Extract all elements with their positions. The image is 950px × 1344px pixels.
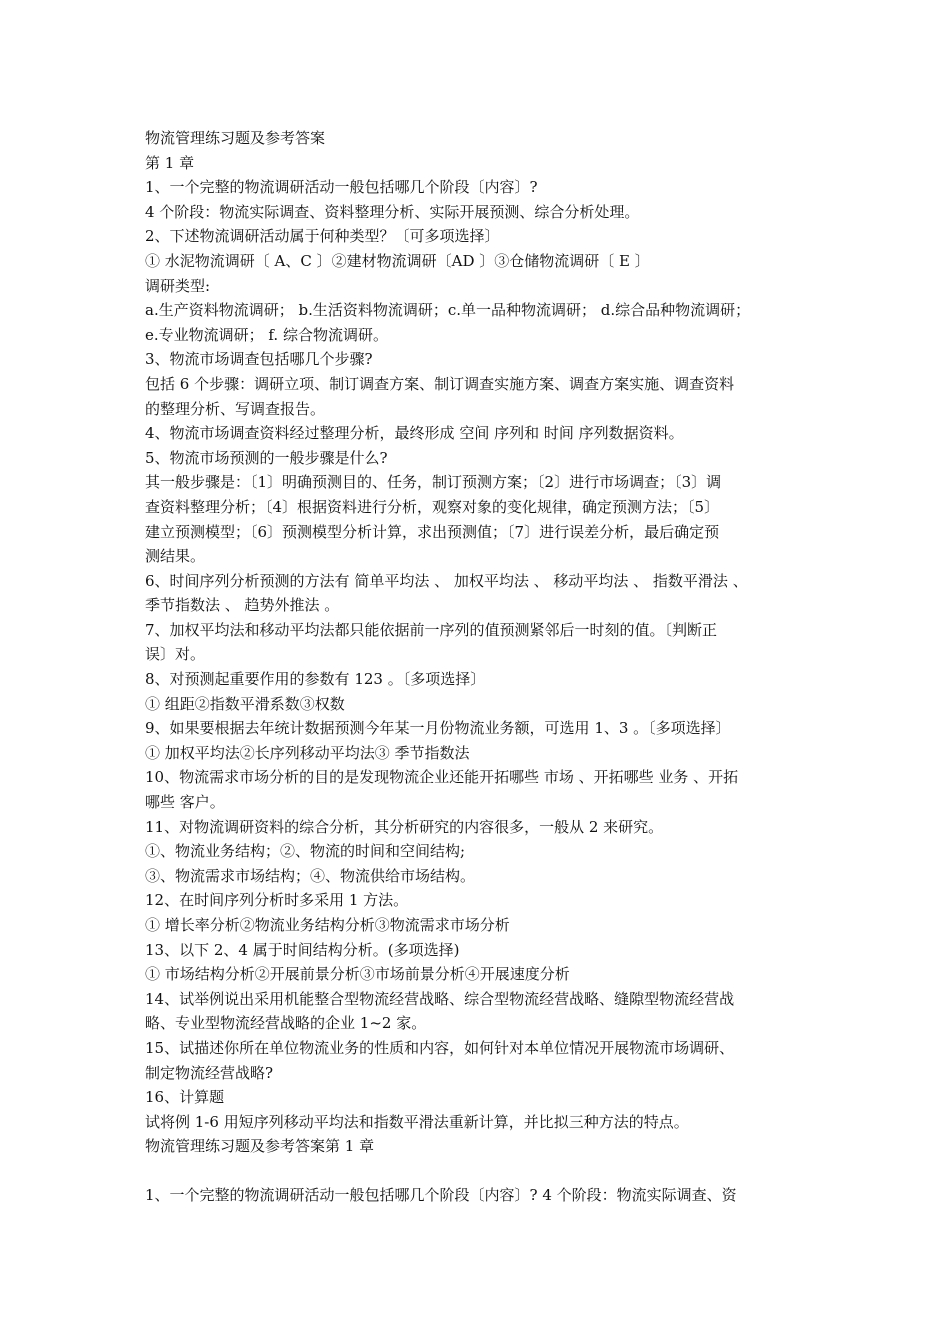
- text-line: e.专业物流调研； f. 综合物流调研。: [145, 325, 388, 344]
- text-line: 12、在时间序列分析时多采用 1 方法。: [145, 891, 409, 910]
- text-line: ① 水泥物流调研〔 A、C 〕②建材物流调研〔AD 〕③仓储物流调研〔 E 〕: [145, 251, 650, 270]
- text-line: 误〕对。: [145, 645, 206, 664]
- text-line: 1、一个完整的物流调研活动一般包括哪几个阶段〔内容〕?: [145, 178, 538, 197]
- text-line: 2、下述物流调研活动属于何种类型？〔可多项选择〕: [145, 227, 500, 246]
- text-line: 略、专业型物流经营战略的企业 1~2 家。: [145, 1014, 427, 1033]
- text-line: 3、物流市场调查包括哪几个步骤?: [145, 350, 373, 369]
- text-line: 4、物流市场调查资料经过整理分析，最终形成 空间 序列和 时间 序列数据资料。: [145, 424, 684, 443]
- repeated-title-line: 物流管理练习题及参考答案第 1 章: [145, 1137, 375, 1156]
- text-line: 其一般步骤是：〔1〕明确预测目的、任务，制订预测方案；〔2〕进行市场调查；〔3〕调: [145, 473, 722, 492]
- text-line: 7、加权平均法和移动平均法都只能依据前一序列的值预测紧邻后一时刻的值。〔判断正: [145, 620, 718, 639]
- text-line: ① 市场结构分析②开展前景分析③市场前景分析④开展速度分析: [145, 965, 570, 984]
- text-line: 调研类型:: [145, 276, 211, 295]
- text-line: 9、如果要根据去年统计数据预测今年某一月份物流业务额，可选用 1、3 。〔多项选择〕: [145, 719, 731, 738]
- text-line: ① 组距②指数平滑系数③权数: [145, 694, 345, 713]
- text-line: ① 加权平均法②长序列移动平均法③ 季节指数法: [145, 743, 470, 762]
- text-line: 14、试举例说出采用机能整合型物流经营战略、综合型物流经营战略、缝隙型物流经营战: [145, 989, 735, 1008]
- doc-title: 物流管理练习题及参考答案: [145, 129, 326, 147]
- final-text-line: 1、一个完整的物流调研活动一般包括哪几个阶段〔内容〕? 4 个阶段：物流实际调查、资: [145, 1185, 737, 1204]
- text-line: 5、物流市场预测的一般步骤是什么?: [145, 448, 388, 467]
- text-line: 制定物流经营战略?: [145, 1063, 274, 1082]
- text-line: ①、物流业务结构；②、物流的时间和空间结构;: [145, 842, 466, 861]
- text-line: ① 增长率分析②物流业务结构分析③物流需求市场分析: [145, 916, 510, 934]
- text-line: 查资料整理分析；〔4〕根据资料进行分析，观察对象的变化规律，确定预测方法；〔5〕: [145, 497, 720, 516]
- text-line: 8、对预测起重要作用的参数有 123 。〔多项选择〕: [145, 670, 486, 689]
- chapter-heading: 第 1 章: [145, 153, 195, 172]
- text-line: 试将例 1-6 用短序列移动平均法和指数平滑法重新计算，并比拟三种方法的特点。: [145, 1112, 689, 1131]
- text-line: a.生产资料物流调研； b.生活资料物流调研；c.单一品种物流调研； d.综合品种物流调研；: [145, 301, 751, 320]
- text-line: 建立预测模型；〔6〕预测模型分析计算，求出预测值；〔7〕进行误差分析，最后确定预: [145, 522, 720, 541]
- document-body: [145, 126, 807, 1208]
- text-line: 包括 6 个步骤：调研立项、制订调查方案、制订调查实施方案、调查方案实施、调查资料: [145, 374, 735, 393]
- text-line: 13、以下 2、4 属于时间结构分析。(多项选择): [145, 940, 460, 959]
- text-line: 10、物流需求市场分析的目的是发现物流企业还能开拓哪些 市场 、开拓哪些 业务 、开拓: [145, 768, 739, 787]
- text-line: 哪些 客户。: [145, 793, 225, 812]
- text-line: 11、对物流调研资料的综合分析，其分析研究的内容很多，一般从 2 来研究。: [145, 817, 664, 836]
- text-line: 16、计算题: [145, 1088, 225, 1107]
- text-line: 的整理分析、写调查报告。: [145, 399, 326, 418]
- text-line: 15、试描述你所在单位物流业务的性质和内容，如何针对本单位情况开展物流市场调研、: [145, 1038, 735, 1057]
- text-line: 4 个阶段：物流实际调查、资料整理分析、实际开展预测、综合分析处理。: [145, 202, 640, 221]
- text-line: 6、时间序列分析预测的方法有 简单平均法 、 加权平均法 、 移动平均法 、 指数平滑法 、: [145, 571, 748, 590]
- text-line: 季节指数法 、 趋势外推法 。: [145, 596, 340, 615]
- text-line: 测结果。: [145, 547, 206, 566]
- blank-gap: [145, 1159, 807, 1183]
- text-line: ③、物流需求市场结构；④、物流供给市场结构。: [145, 866, 476, 885]
